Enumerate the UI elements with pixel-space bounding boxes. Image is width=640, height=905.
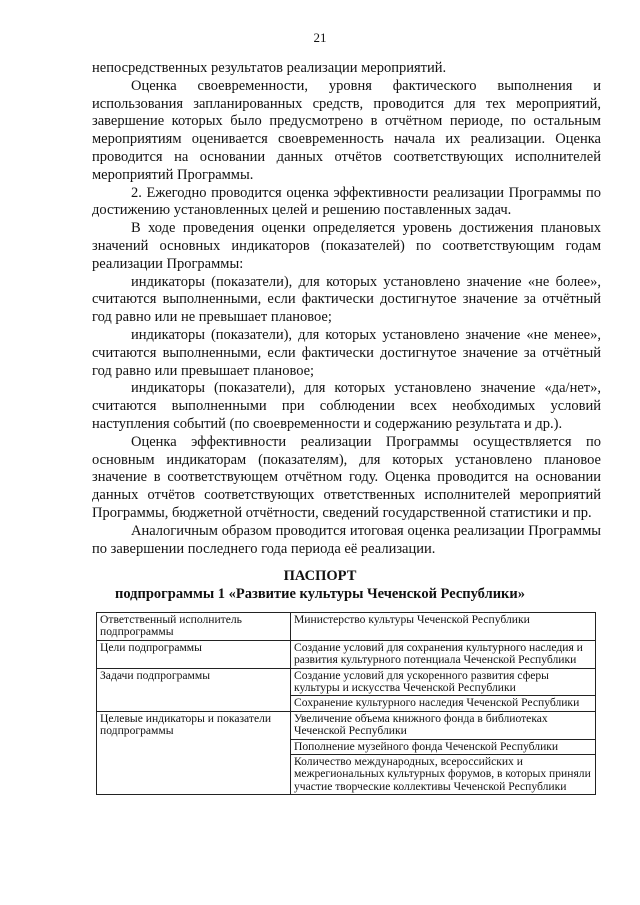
row-label: Ответственный исполнитель подпрограммы xyxy=(97,613,291,641)
paragraph: Аналогичным образом проводится итоговая оценка реализации Программы по завершении последнего года периода её реализации. xyxy=(92,522,601,557)
row-value: Пополнение музейного фонда Чеченской Республики xyxy=(291,739,596,754)
row-value: Сохранение культурного наследия Чеченской Республики xyxy=(291,696,596,711)
row-label: Целевые индикаторы и показатели подпрограммы xyxy=(97,711,291,794)
body-text xyxy=(92,60,601,558)
paragraph: индикаторы (показатели), для которых установлено значение «не менее», считаются выполненными, если фактически достигнутое значение за отчётный год равно или превышает плановое; xyxy=(92,326,601,379)
paragraph: Оценка эффективности реализации Программы осуществляется по основным индикаторам (показателям), для которых установлено плановое значение в соответствующем отчётном году. Оценка проводится на основании данных отчётов соответствующих ответственных исполнителей мероприятий Программы, бюджетной отчётности, сведений государственной статистики и пр. xyxy=(92,433,601,521)
paragraph: В ходе проведения оценки определяется уровень достижения плановых значений основных индикаторов (показателей) по соответствующим годам реализации Программы: xyxy=(92,220,601,272)
row-label: Цели подпрограммы xyxy=(97,640,291,668)
row-value: Создание условий для ускоренного развития сферы культуры и искусства Чеченской Республики xyxy=(291,668,596,696)
paragraph: непосредственных результатов реализации мероприятий. xyxy=(92,60,447,76)
row-value: Министерство культуры Чеченской Республики xyxy=(291,613,596,641)
row-value: Количество международных, всероссийских и межрегиональных культурных форумов, в которых приняли участие творческие коллективы Чеченской Республики xyxy=(291,755,596,795)
table-row xyxy=(97,711,596,739)
paragraph: 2. Ежегодно проводится оценка эффективности реализации Программы по достижению установленных целей и решению поставленных задач. xyxy=(92,184,601,219)
paragraph: Оценка своевременности, уровня фактического выполнения и использования запланированных средств, проводится для тех мероприятий, завершение которых было предусмотрено в отчётном периоде, по остальным мероприятиям оценивается своевременность начала их реализации. Оценка проводится на основании данных отчётов соответствующих исполнителей мероприятий Программы. xyxy=(92,77,601,183)
page-number: 21 xyxy=(313,30,327,45)
row-value: Создание условий для сохранения культурного наследия и развития культурного потенциала Чеченской Республики xyxy=(291,640,596,668)
passport-subtitle: подпрограммы 1 «Развитие культуры Чеченской Республики» xyxy=(114,586,526,602)
row-value: Увеличение объема книжного фонда в библиотеках Чеченской Республики xyxy=(291,711,596,739)
table-row xyxy=(97,668,596,696)
passport-table xyxy=(96,612,596,795)
passport-title: ПАСПОРТ xyxy=(283,568,357,584)
paragraph: индикаторы (показатели), для которых установлено значение «не более», считаются выполненными, если фактически достигнутое значение за отчётный год равно или не превышает плановое; xyxy=(92,273,601,326)
passport-heading xyxy=(0,567,640,603)
row-label: Задачи подпрограммы xyxy=(97,668,291,711)
paragraph: индикаторы (показатели), для которых установлено значение «да/нет», считаются выполненными при соблюдении всех необходимых условий наступления событий (по своевременности и содержанию результата и др.). xyxy=(92,380,601,432)
table-row xyxy=(97,613,596,641)
table-row xyxy=(97,640,596,668)
